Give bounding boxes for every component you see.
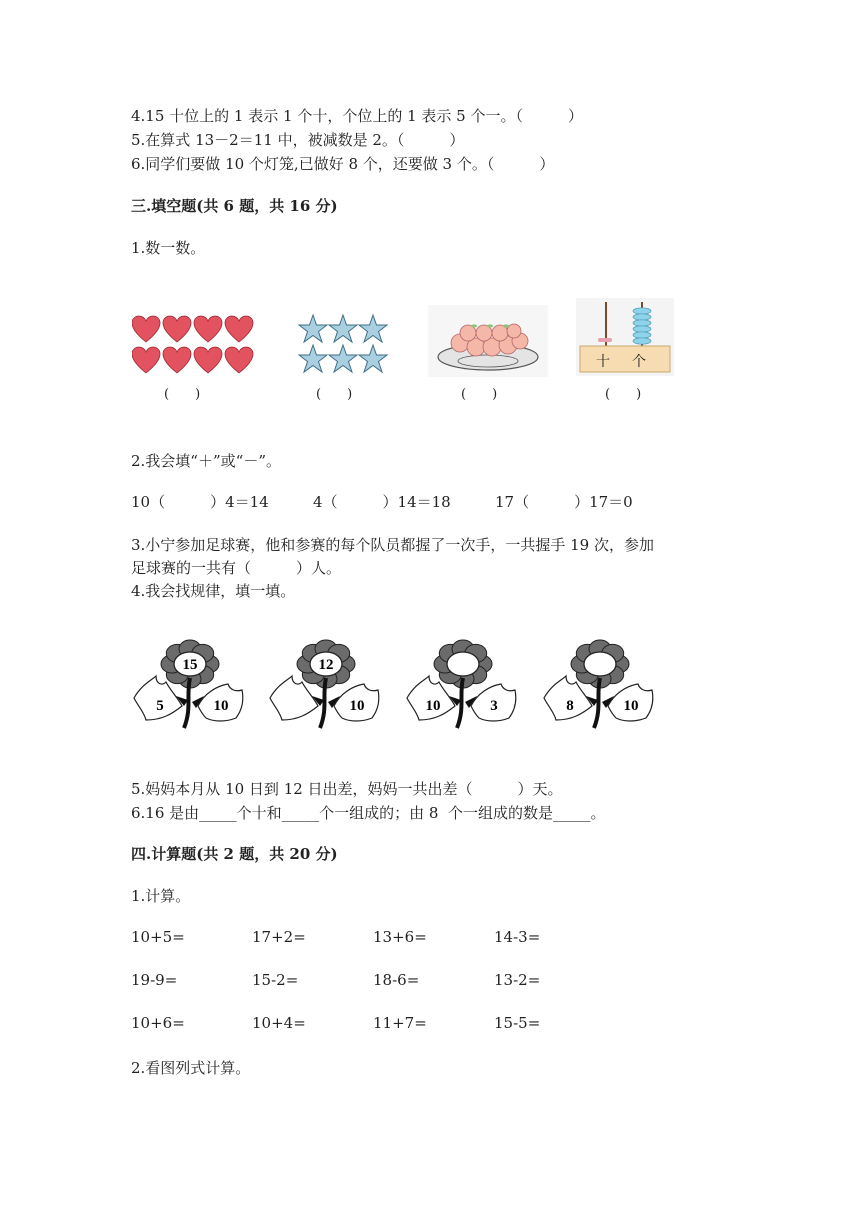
abacus-bead-icon (633, 338, 651, 344)
fill-question-2: 2.我会填“＋”或“－”。 (131, 452, 281, 470)
star-icon (299, 315, 327, 342)
abacus-bead-icon (633, 332, 651, 338)
abacus-bead-icon (633, 308, 651, 314)
section4-heading: 四.计算题(共 2 题，共 20 分) (131, 845, 338, 863)
heart-icon (194, 347, 222, 373)
heart-icon (225, 316, 253, 342)
calc-item: 13-2= (494, 971, 541, 989)
fill-question-1: 1.数一数。 (131, 239, 206, 257)
flower-figure (542, 636, 658, 731)
flower-figure (405, 636, 521, 731)
calc-item: 10+6= (131, 1014, 185, 1032)
calc-item: 13+6= (373, 928, 427, 946)
sign-item-2: 4（ ）14＝18 (313, 493, 451, 511)
calc-question-2: 2.看图列式计算。 (131, 1059, 251, 1077)
peach-plate-figure (428, 305, 548, 377)
star-icon (299, 345, 327, 372)
star-icon (329, 345, 357, 372)
flower-figure (268, 636, 384, 731)
abacus-bead-icon (633, 320, 651, 326)
heart-icon (132, 316, 160, 342)
calc-item: 10+4= (252, 1014, 306, 1032)
fill-question-5: 5.妈妈本月从 10 日到 12 日出差，妈妈一共出差（ ）天。 (131, 780, 563, 798)
flower-left-number: 5 (156, 698, 164, 714)
abacus-base (580, 346, 670, 372)
flower-top-number: 12 (318, 657, 334, 673)
abacus-bead-icon (598, 338, 612, 342)
calc-item: 19-9= (131, 971, 178, 989)
star-icon (329, 315, 357, 342)
judge-question-6: 6.同学们要做 10 个灯笼,已做好 8 个，还要做 3 个。（ ） (131, 155, 555, 173)
judge-question-5: 5.在算式 13－2＝11 中，被减数是 2。（ ） (131, 131, 465, 149)
abacus-ones-label: 个 (632, 354, 646, 370)
flower-right-number: 3 (490, 698, 498, 714)
fill-question-4: 4.我会找规律，填一填。 (131, 582, 296, 600)
flower-right-number: 10 (349, 698, 365, 714)
flower-left-number: 8 (566, 698, 574, 714)
fill-question-3-line2: 足球赛的一共有（ ）人。 (131, 559, 342, 577)
abacus-bead-icon (633, 326, 651, 332)
judge-question-4: 4.15 十位上的 1 表示 1 个十，个位上的 1 表示 5 个一。（ ） (131, 107, 583, 125)
flower-top-number: 15 (182, 657, 198, 673)
count-blank-hearts: ( ) (164, 387, 201, 402)
heart-icon (225, 347, 253, 373)
calc-item: 18-6= (373, 971, 420, 989)
heart-icon (194, 316, 222, 342)
fill-question-6: 6.16 是由_____个十和_____个一组成的；由 8 个一组成的数是_____。 (131, 804, 606, 822)
section3-heading: 三.填空题(共 6 题，共 16 分) (131, 197, 338, 215)
count-blank-stars: ( ) (316, 387, 353, 402)
abacus-bead-icon (633, 314, 651, 320)
abacus-tens-label: 十 (596, 354, 610, 370)
flower-left-number: 10 (425, 698, 441, 714)
flower-figure (132, 636, 248, 731)
calc-item: 15-2= (252, 971, 299, 989)
abacus-figure (576, 298, 674, 376)
sign-item-1: 10（ ）4＝14 (131, 493, 269, 511)
count-blank-abacus: ( ) (605, 387, 642, 402)
hearts-figure (132, 312, 257, 376)
peach-icon (507, 324, 521, 338)
sign-item-3: 17（ ）17＝0 (495, 493, 633, 511)
calc-question-1: 1.计算。 (131, 887, 191, 905)
fill-question-3-line1: 3.小宁参加足球赛，他和参赛的每个队员都握了一次手，一共握手 19 次，参加 (131, 536, 654, 554)
calc-item: 15-5= (494, 1014, 541, 1032)
calc-item: 11+7= (373, 1014, 427, 1032)
stars-figure (298, 312, 390, 376)
star-icon (359, 345, 387, 372)
star-icon (359, 315, 387, 342)
heart-icon (163, 316, 191, 342)
flower-right-number: 10 (213, 698, 229, 714)
calc-item: 17+2= (252, 928, 306, 946)
count-blank-peaches: ( ) (461, 387, 498, 402)
calc-item: 10+5= (131, 928, 185, 946)
calc-item: 14-3= (494, 928, 541, 946)
flower-right-number: 10 (623, 698, 639, 714)
heart-icon (163, 347, 191, 373)
heart-icon (132, 347, 160, 373)
